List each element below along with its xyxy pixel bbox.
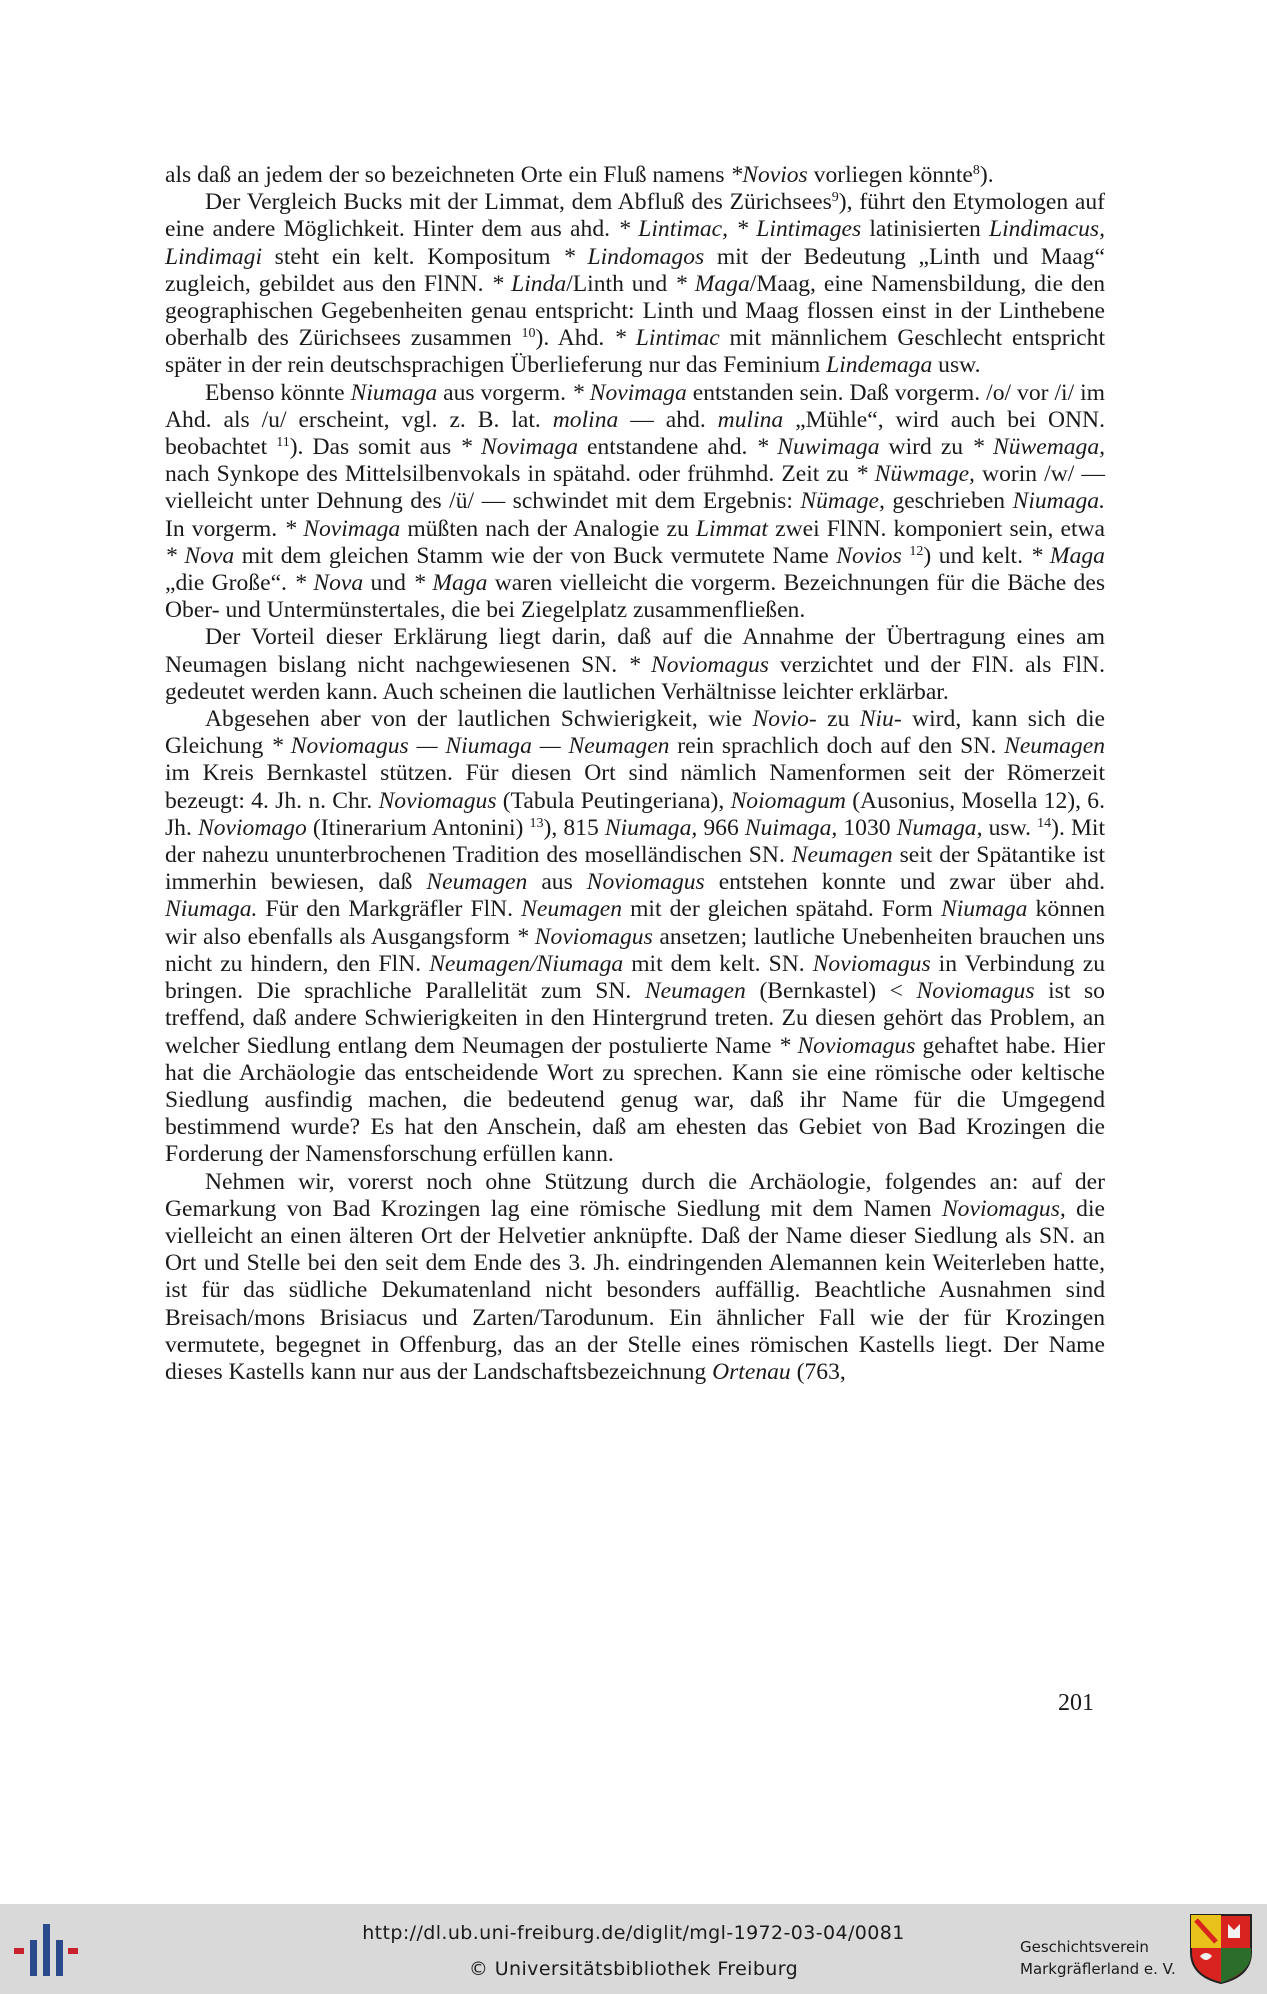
source-url[interactable]: http://dl.ub.uni-freiburg.de/diglit/mgl-1972-03-04/0081 (362, 1922, 905, 1944)
copyright-text: © Universitätsbibliothek Freiburg (468, 1958, 799, 1980)
paragraph: Ebenso könnte Niumaga aus vorgerm. * Novimaga entstanden sein. Daß vorgerm. /o/ vor /i/ im Ahd. als /u/ erscheint, vgl. z. B. lat. molina — ahd. mulina „Mühle“, wird auch bei ONN. beobachtet $^{11}$). Das somit aus * Novimaga entstandene ahd. * Nuwimaga wird zu * Nüwemaga, nach Synkope des Mittelsilbenvokals in spätahd. oder frühmhd. Zeit zu * Nüwmage, worin /w/ — vielleicht unter Dehnung des /ü/ — schwindet mit dem Ergebnis: Nümage, geschrieben Niumaga. In vorgerm. * Novimaga müßten nach der Analogie zu Limmat zwei FlNN. komponiert sein, etwa * Nova mit dem gleichen Stamm wie der von Buck vermutete Name Novios $^{12}$) und kelt. * Maga „die Große“. * Nova und * Maga waren vielleicht die vorgerm. Bezeichnungen für die Bäche des Ober- und Untermünstertales, die bei Ziegelplatz zusammenfließen. (165, 379, 1106, 624)
coat-of-arms-icon (1188, 1912, 1254, 1986)
footnote-ref: 14 (1037, 815, 1052, 831)
society-name-line2: Markgräflerland e. V. (1020, 1960, 1176, 1978)
paragraph: Abgesehen aber von der lautlichen Schwierigkeit, wie Novio- zu Niu- wird, kann sich die Gleichung * Noviomagus — Niumaga — Neumagen rein sprachlich doch auf den SN. Neumagen im Kreis Bernkastel stützen. Für diesen Ort sind nämlich Namenformen seit der Römerzeit bezeugt: 4. Jh. n. Chr. Noviomagus (Tabula Peutingeriana), Noiomagum (Ausonius, Mosella 12), 6. Jh. Noviomago (Itinerarium Antonini) $^{13}$), 815 Niumaga, 966 Nuimaga, 1030 Numaga, usw. $^{14}$). Mit der nahezu ununterbrochenen Tradition des moselländischen SN. Neumagen seit der Spätantike ist immerhin bewiesen, daß Neumagen aus Noviomagus entstehen konnte und zwar über ahd. Niumaga. Für den Markgräfler FlN. Neumagen mit der gleichen spätahd. Form Niumaga können wir also ebenfalls als Ausgangsform * Noviomagus ansetzen; lautliche Unebenheiten brauchen uns nicht zu hindern, den FlN. Neumagen/Niumaga mit dem kelt. SN. Noviomagus in Verbindung zu bringen. Die sprachliche Parallelität zum SN. Neumagen (Bernkastel) < Noviomagus ist so treffend, daß andere Schwierigkeiten in den Hintergrund treten. Zu diesen gehört das Problem, an welcher Siedlung entlang dem Neumagen der postulierte Name * Noviomagus gehaftet habe. Hier hat die Archäologie das entscheidende Wort zu sprechen. Kann sie eine römische oder keltische Siedlung ausfindig machen, die bedeutend genug war, daß ihr Name für die Umgegend bestimmend wurde? Es hat den Anschein, daß am ehesten das Gebiet von Bad Krozingen die Forderung der Namensforschung erfüllen kann. (165, 706, 1106, 1168)
footnote-ref: 12 (909, 543, 924, 559)
society-name-line1: Geschichtsverein (1020, 1938, 1149, 1956)
footnote-ref: 11 (276, 435, 290, 451)
footnote-ref: 10 (521, 326, 536, 342)
body-text (165, 162, 1105, 1386)
paragraph: Der Vergleich Bucks mit der Limmat, dem Abfluß des Zürichsees$^9$), führt den Etymologen auf eine andere Möglichkeit. Hinter dem aus ahd. * Lintimac, * Lintimages latinisierten Lindimacus, Lindimagi steht ein kelt. Kompositum * Lindomagos mit der Bedeutung „Linth und Maag“ zugleich, gebildet aus den FlNN. * Linda/Linth und * Maga/Maag, eine Namensbildung, die den geographischen Gegebenheiten genau entspricht: Linth und Maag flossen einst in der Linthebene oberhalb des Zürichsees zusammen $^{10}$). Ahd. * Lintimac mit männlichem Geschlecht entspricht später in der rein deutschsprachigen Überlieferung nur das Feminium Lindemaga usw. (165, 189, 1106, 379)
page-number: 201 (1058, 1690, 1094, 1716)
footer-bar (0, 1904, 1267, 1994)
footnote-ref: 13 (529, 815, 544, 831)
footnote-ref: 9 (831, 190, 839, 206)
footnote-ref: 8 (972, 163, 980, 178)
paragraph: Nehmen wir, vorerst noch ohne Stützung durch die Archäologie, folgendes an: auf der Gemarkung von Bad Krozingen lag eine römische Siedlung mit dem Namen Noviomagus, die vielleicht an einen älteren Ort der Helvetier anknüpfte. Daß der Name dieser Siedlung als SN. an Ort und Stelle bei den seit dem Ende des 3. Jh. eindringenden Alemannen kein Weiterleben hatte, ist für das südliche Dekumatenland nicht besonders auffällig. Beachtliche Ausnahmen sind Breisach/mons Brisiacus und Zarten/Tarodunum. Ein ähnlicher Fall wie der für Krozingen vermutete, begegnet in Offenburg, das an der Stelle eines römischen Kastells liegt. Der Name dieses Kastells kann nur aus der Landschaftsbezeichnung Ortenau (763, (165, 1168, 1105, 1385)
society-name (1020, 1936, 1176, 1980)
paragraph: als daß an jedem der so bezeichneten Orte ein Fluß namens *Novios vorliegen könnte$^8$). (165, 162, 994, 188)
paragraph: Der Vorteil dieser Erklärung liegt darin, daß auf die Annahme der Übertragung eines am Neumagen bislang nicht nachgewiesenen SN. * Noviomagus verzichtet und der FlN. als FlN. gedeutet werden kann. Auch scheinen die lautlichen Verhältnisse leichter erklärbar. (165, 624, 1105, 705)
